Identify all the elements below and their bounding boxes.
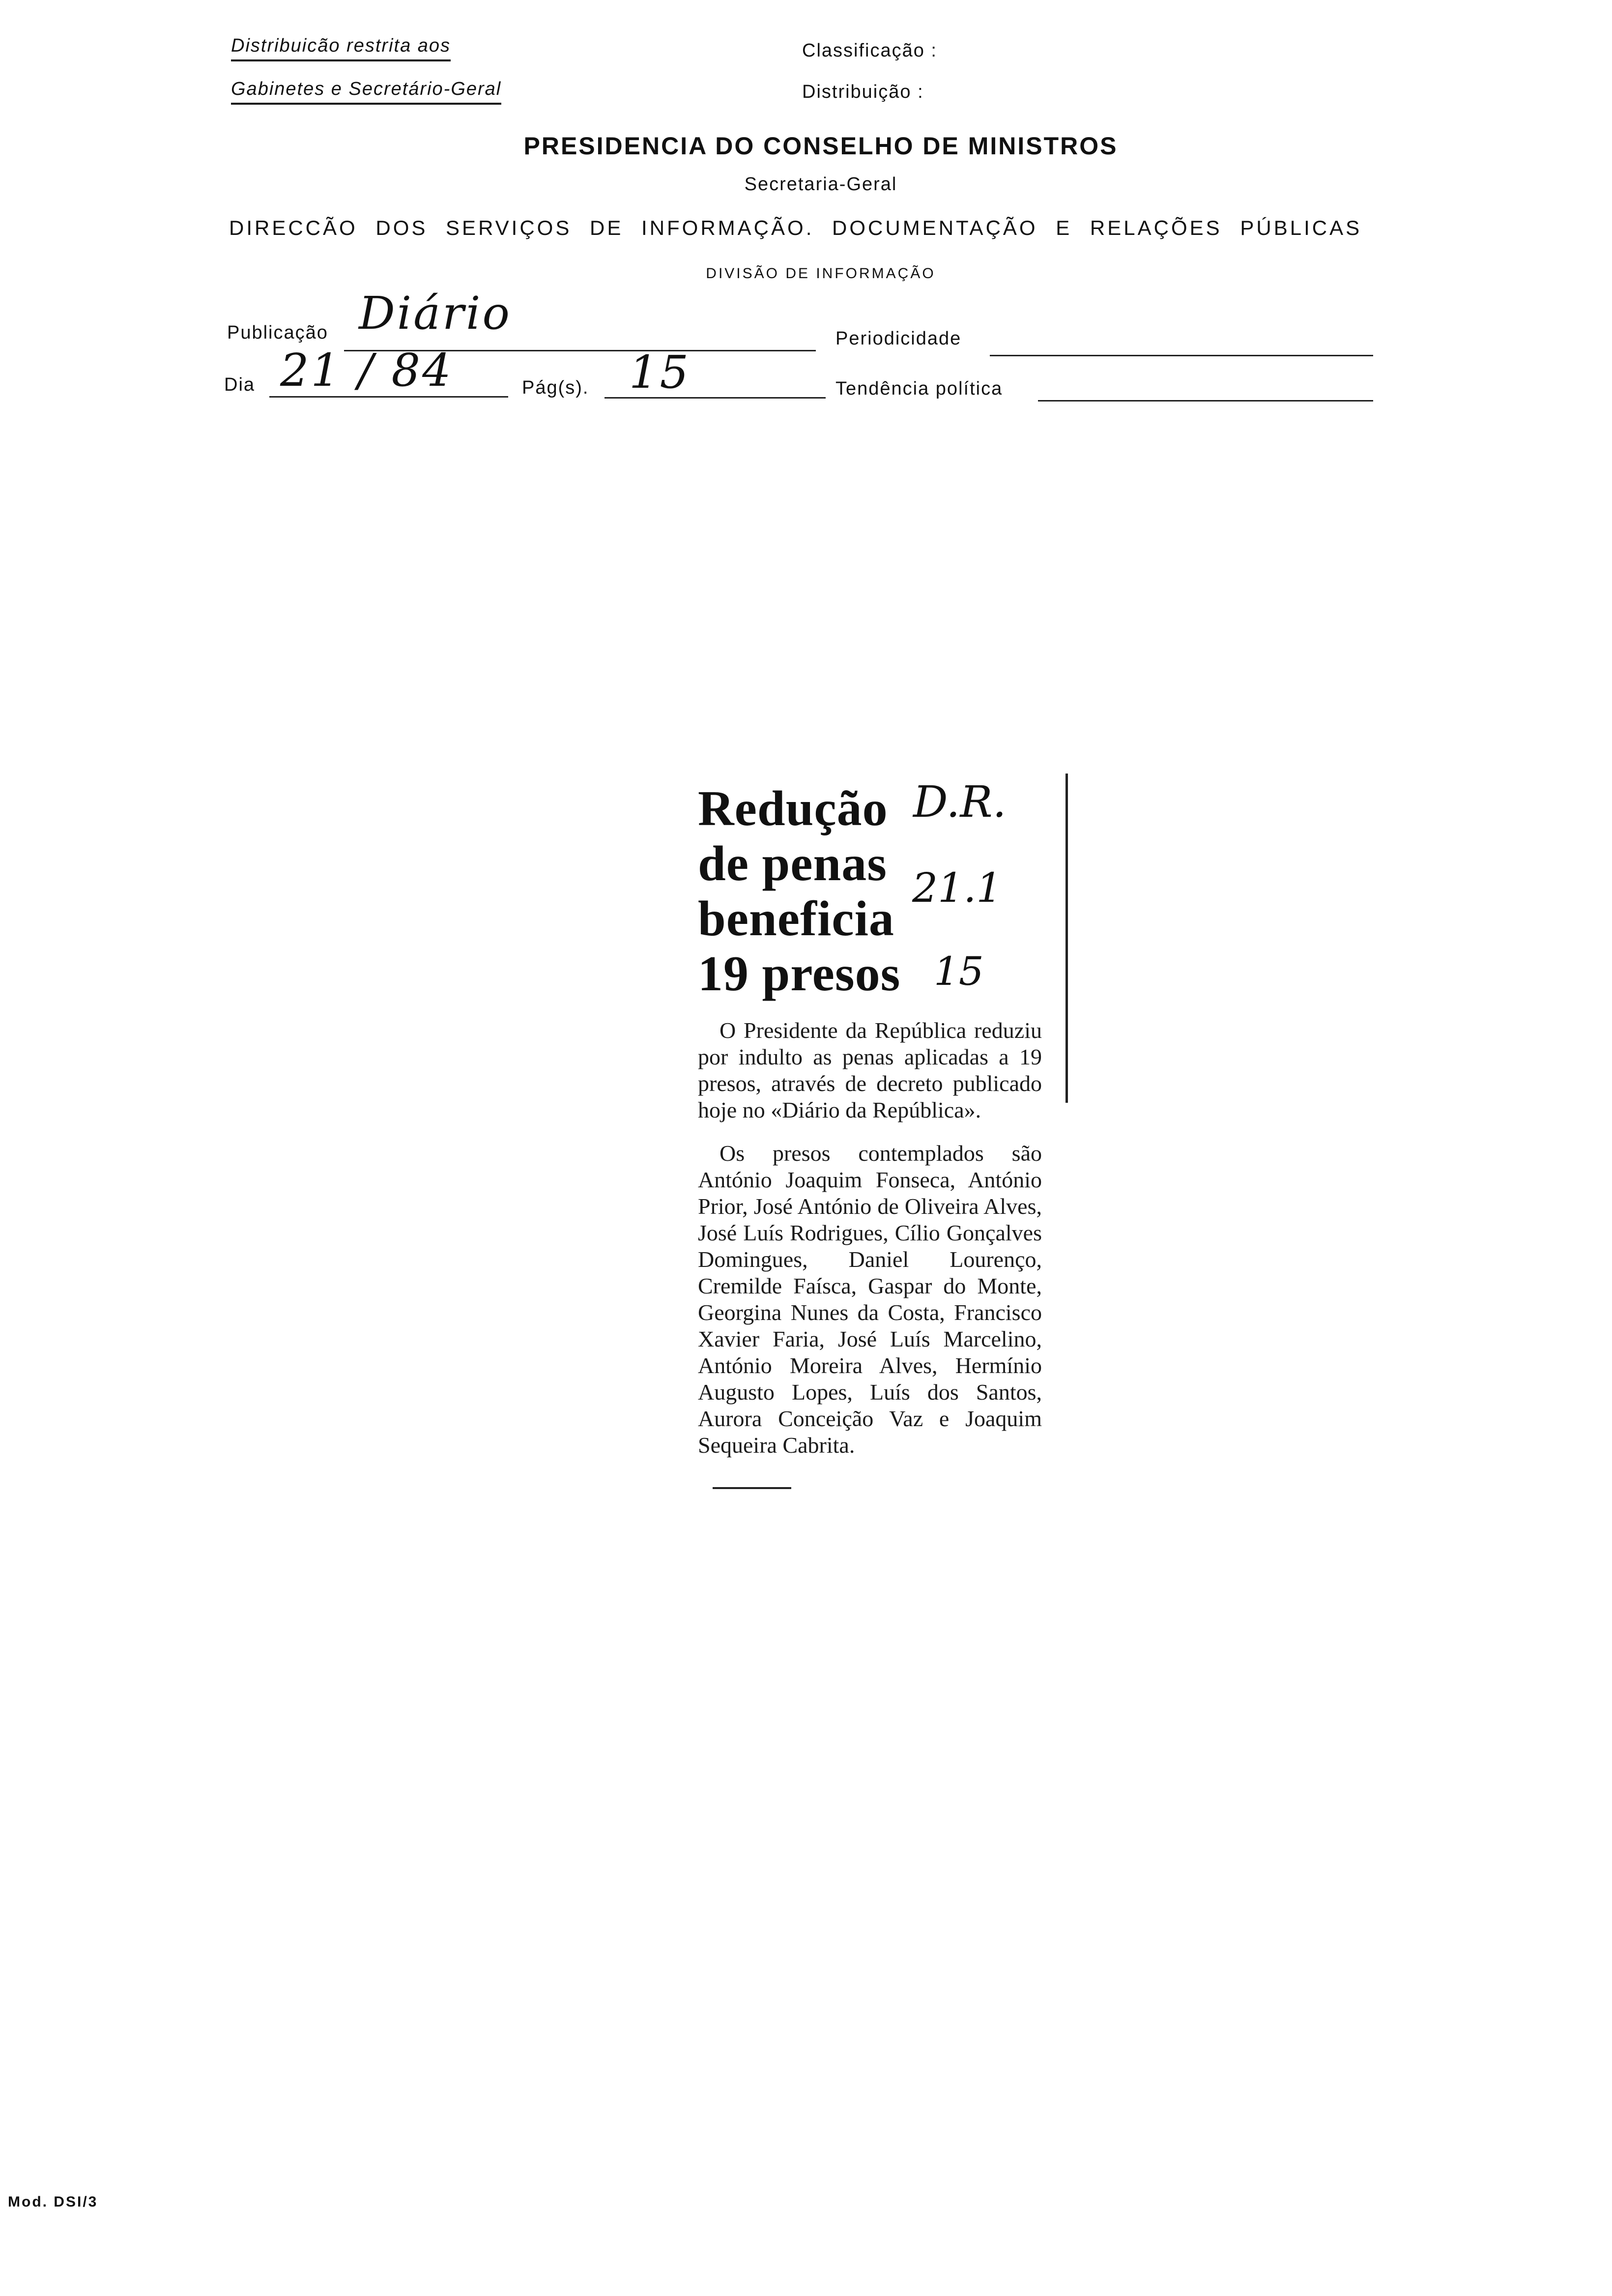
handwritten-annotation-publication: D.R. — [913, 776, 1007, 827]
publication-value-handwritten: Diário — [359, 287, 512, 340]
periodicity-underline — [990, 355, 1373, 356]
distribution-restriction-line1: Distribuicão restrita aos — [231, 35, 451, 61]
distribution-restriction-line2: Gabinetes e Secretário-Geral — [231, 79, 501, 105]
clipping-margin-line — [1065, 774, 1068, 1103]
political-tendency-label: Tendência política — [835, 378, 1003, 399]
publication-label: Publicação — [227, 322, 328, 343]
secretariat-subtitle: Secretaria-Geral — [744, 174, 897, 195]
political-tendency-underline — [1038, 400, 1373, 402]
day-value-handwritten: 21 / 84 — [280, 344, 453, 397]
pages-label: Pág(s). — [522, 377, 589, 398]
headline-line-1: Redução — [698, 781, 888, 836]
clipping-paragraph-2: Os presos contemplados são António Joaquim Fonseca, António Prior, José António de Oliveira Alves, José Luís Rodrigues, Cílio Gonçalves Domingues, Daniel Lourenço, Cremilde Faísca, Gaspar do Monte, Georgina Nunes da Costa, Francisco Xavier Faria, José Luís Marcelino, António Moreira Alves, Hermínio Augusto Lopes, Luís dos Santos, Aurora Conceição Vaz e Joaquim Sequeira Cabrita. — [698, 1141, 1042, 1458]
day-label: Dia — [224, 374, 256, 395]
division-title: DIVISÃO DE INFORMAÇÃO — [706, 265, 936, 282]
form-model-code: Mod. DSI/3 — [8, 2194, 98, 2210]
directorate-title: DIRECCÃO DOS SERVIÇOS DE INFORMAÇÃO. DOCUMENTAÇÃO E RELAÇÕES PÚBLICAS — [229, 216, 1362, 239]
distribution-label: Distribuição : — [802, 82, 924, 102]
handwritten-annotation-date: 21.1 — [912, 865, 1002, 912]
organization-title: PRESIDENCIA DO CONSELHO DE MINISTROS — [523, 132, 1118, 160]
headline-line-3: beneficia — [698, 891, 894, 947]
classification-label: Classificação : — [802, 40, 937, 61]
clipping-paragraph-1: O Presidente da República reduziu por indulto as penas aplicadas a 19 presos, através de decreto publicado hoje no «Diário da República». — [698, 1018, 1042, 1122]
pages-value-handwritten: 15 — [629, 346, 691, 399]
headline-line-4: 19 presos — [698, 946, 901, 1002]
handwritten-annotation-page: 15 — [934, 948, 984, 994]
periodicity-label: Periodicidade — [835, 328, 962, 349]
headline-line-2: de penas — [698, 836, 887, 891]
clipping-body — [698, 1017, 1042, 1459]
clipping-end-rule — [713, 1487, 791, 1489]
